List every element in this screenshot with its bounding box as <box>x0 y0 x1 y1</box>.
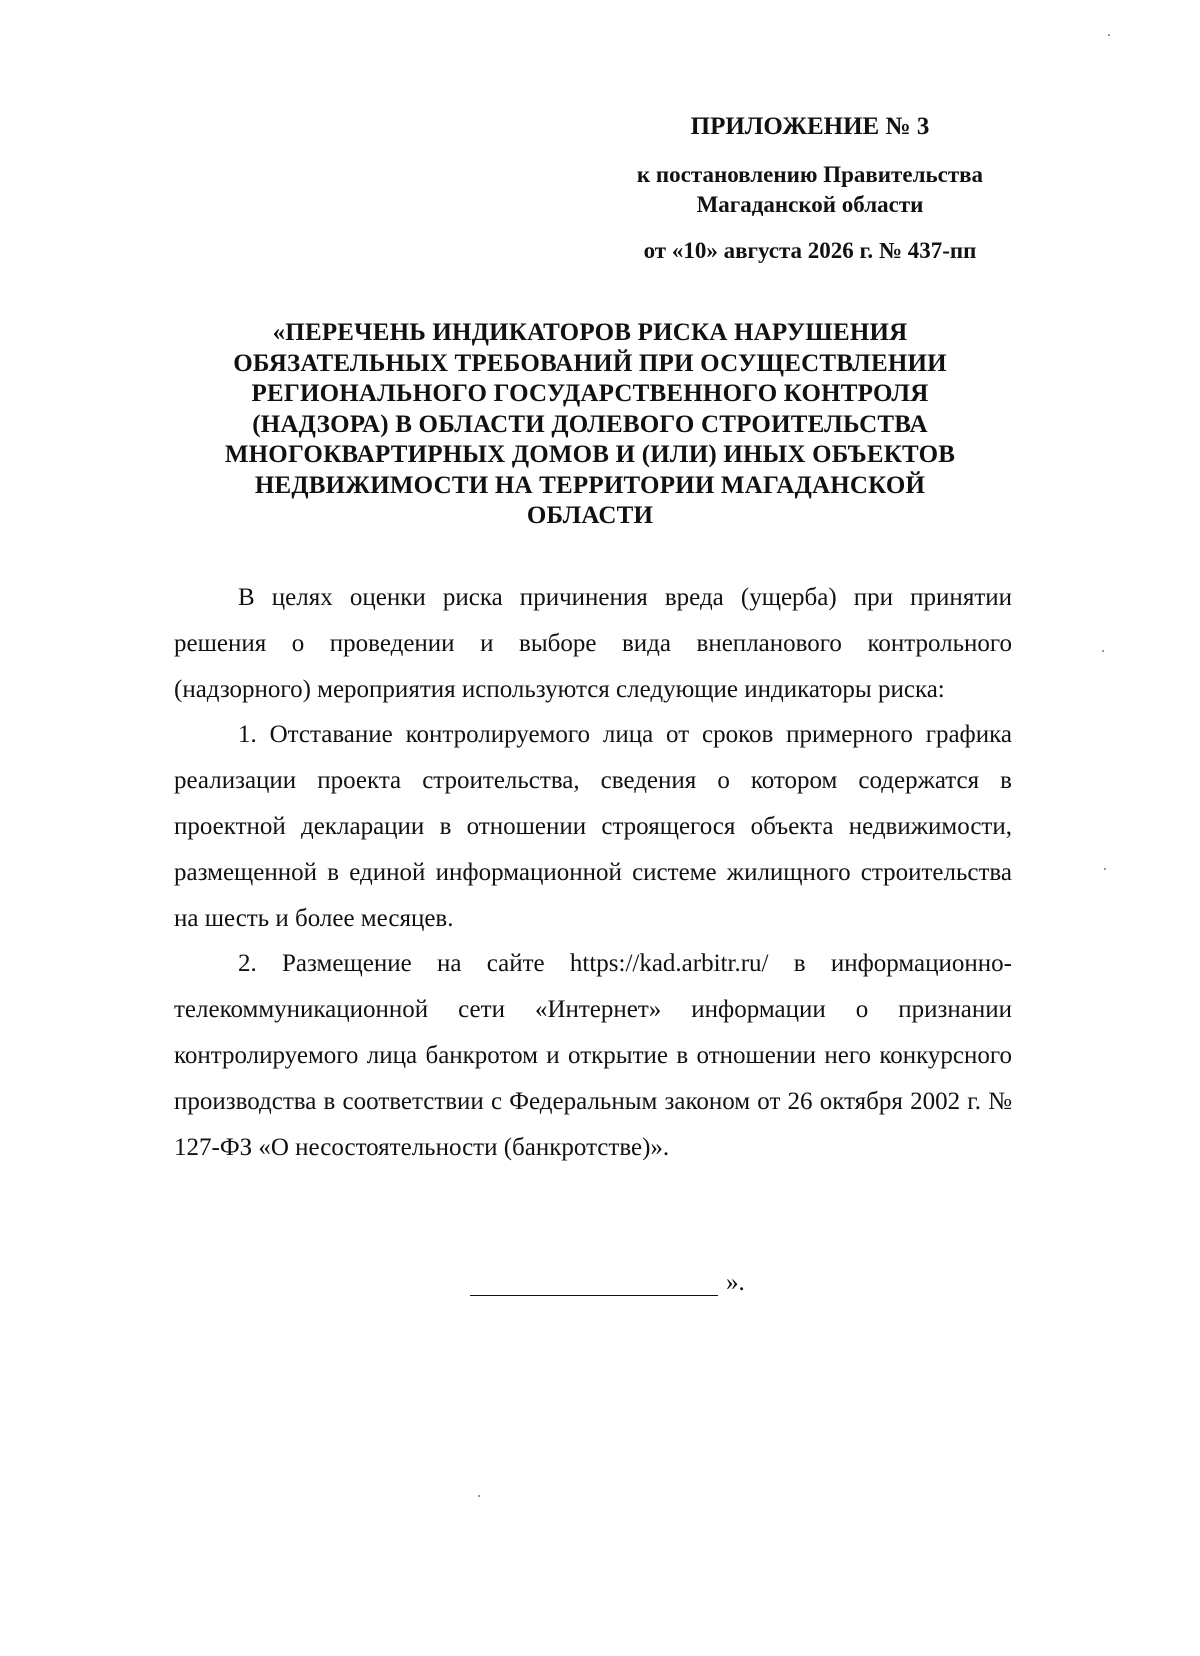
scan-speck <box>1104 868 1106 870</box>
resolution-reference: к постановлению Правительства <box>636 162 984 187</box>
resolution-date: от «10» августа 2026 г. № 437-пп <box>643 238 977 263</box>
title-line: РЕГИОНАЛЬНОГО ГОСУДАРСТВЕННОГО КОНТРОЛЯ <box>251 380 929 407</box>
signature-rule <box>470 1295 718 1296</box>
closing-line <box>470 1268 745 1298</box>
appendix-number: ПРИЛОЖЕНИЕ № 3 <box>690 113 930 140</box>
appendix-header <box>560 112 1060 266</box>
body-text <box>174 575 1012 1170</box>
title-line: ОБЯЗАТЕЛЬНЫХ ТРЕБОВАНИЙ ПРИ ОСУЩЕСТВЛЕНИИ <box>233 349 947 377</box>
indicator-item-2: 2. Размещение на сайте https://kad.arbitr.ru/ в информационно-телекоммуникационной сети «Интернет» информации о признании контролируемого лица банкротом и открытие в отношении него конкурсного производства в соответствии с Федеральным законом от 26 октября 2002 г. № 127-ФЗ «О несостоятельности (банкротстве)». <box>174 950 1012 1161</box>
scan-speck <box>478 1495 480 1497</box>
resolution-region: Магаданской области <box>696 192 924 217</box>
scan-speck <box>1102 650 1104 652</box>
document-title <box>140 318 1040 532</box>
intro-paragraph: В целях оценки риска причинения вреда (ущерба) при принятии решения о проведении и выборе вида внепланового контрольного (надзорного) мероприятия используются следующие индикаторы риска: <box>174 584 1012 703</box>
title-line: «ПЕРЕЧЕНЬ ИНДИКАТОРОВ РИСКА НАРУШЕНИЯ <box>272 319 908 346</box>
title-line: НЕДВИЖИМОСТИ НА ТЕРРИТОРИИ МАГАДАНСКОЙ <box>254 471 926 499</box>
scan-speck <box>1108 34 1110 36</box>
title-line: МНОГОКВАРТИРНЫХ ДОМОВ И (ИЛИ) ИНЫХ ОБЪЕКТОВ <box>224 441 956 468</box>
title-line: ОБЛАСТИ <box>526 502 654 529</box>
closing-quote: ». <box>726 1269 745 1296</box>
title-line: (НАДЗОРА) В ОБЛАСТИ ДОЛЕВОГО СТРОИТЕЛЬСТВА <box>252 410 928 438</box>
indicator-item-1: 1. Отставание контролируемого лица от сроков примерного графика реализации проекта строительства, сведения о котором содержатся в проектной декларации в отношении строящегося объекта недвижимости, размещенной в единой информационной системе жилищного строительства на шесть и более месяцев. <box>174 721 1012 932</box>
